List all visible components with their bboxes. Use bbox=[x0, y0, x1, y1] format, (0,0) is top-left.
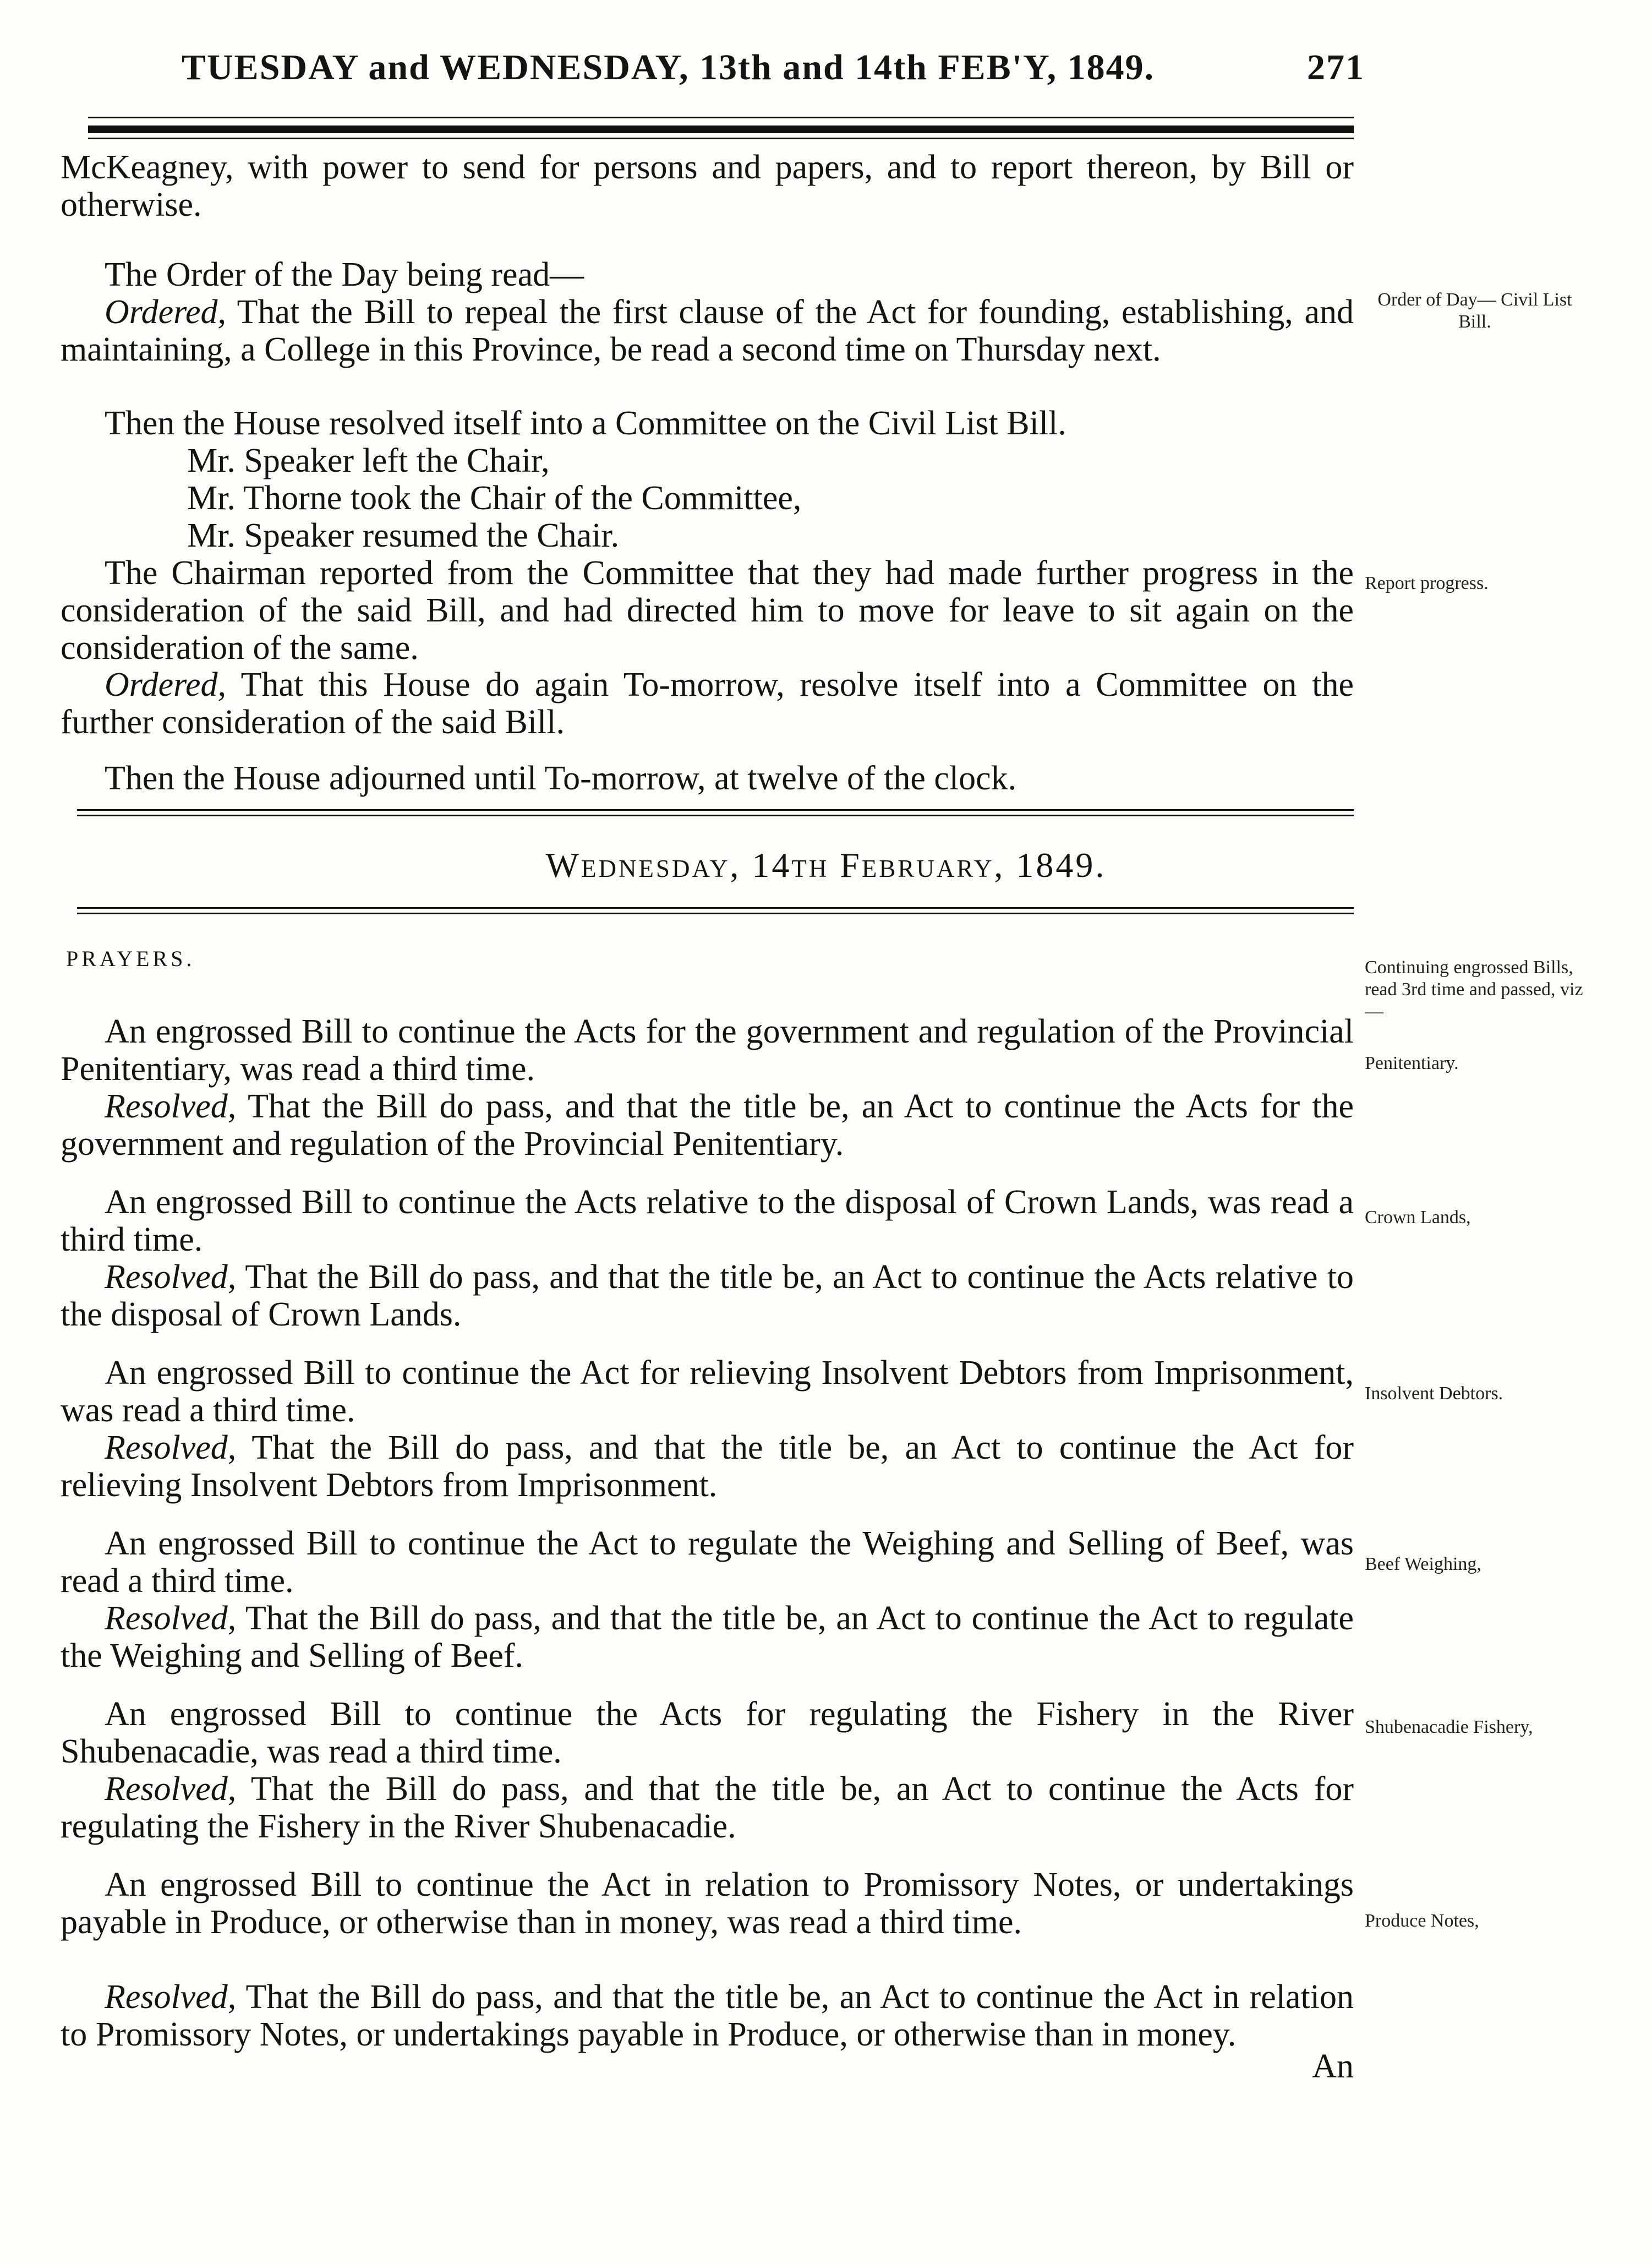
paragraph-adjourned: Then the House adjourned until To-morrow, at twelve of the clock. bbox=[105, 760, 1017, 797]
bill-resolved bbox=[61, 1770, 1354, 1845]
line-speaker-left: Mr. Speaker left the Chair, bbox=[187, 442, 550, 479]
resolved-text: That the Bill do pass, and that the title be, an Act to continue the Act to regulate the Weighing and Selling of Beef. bbox=[61, 1600, 1354, 1674]
bill-engrossed: An engrossed Bill to continue the Act to regulate the Weighing and Selling of Beef, was read a third time. bbox=[61, 1525, 1354, 1600]
resolved-text: That the Bill do pass, and that the title be, an Act to continue the Act in relation to Promissory Notes, or undertakings payable in Produce, or otherwise than in money. bbox=[61, 1978, 1354, 2053]
line-speaker-resumed: Mr. Speaker resumed the Chair. bbox=[187, 517, 620, 554]
bill-engrossed: An engrossed Bill to continue the Acts for regulating the Fishery in the River Shubenacadie, was read a third time. bbox=[61, 1695, 1354, 1770]
bill-resolved bbox=[61, 1429, 1354, 1504]
line-thorne-chair: Mr. Thorne took the Chair of the Committee, bbox=[187, 479, 802, 517]
bill-engrossed: An engrossed Bill to continue the Acts for the government and regulation of the Provincial Penitentiary, was read a third time. bbox=[61, 1013, 1354, 1088]
resolved-label: Resolved, bbox=[105, 1600, 237, 1637]
resolved-text: That the Bill do pass, and that the title be, an Act to continue the Acts relative to the disposal of Crown Lands. bbox=[61, 1258, 1354, 1333]
paragraph-chairman-reported: The Chairman reported from the Committee that they had made further progress in the consideration of the said Bill, and had directed him to move for leave to sit again on the consideration of the same. bbox=[61, 554, 1354, 667]
ordered-text: That the Bill to repeal the first clause of the Act for founding, establishing, and maintaining, a College in this Province, be read a second time on Thursday next. bbox=[61, 293, 1354, 368]
catchword: An bbox=[1312, 2048, 1354, 2085]
bill-engrossed: An engrossed Bill to continue the Acts relative to the disposal of Crown Lands, was read a third time. bbox=[61, 1183, 1354, 1258]
resolved-label: Resolved, bbox=[105, 1429, 237, 1466]
resolved-text: That the Bill do pass, and that the title be, an Act to continue the Acts for regulating the Fishery in the River Shubenacadie. bbox=[61, 1770, 1354, 1845]
margin-note-penitentiary: Penitentiary. bbox=[1365, 1053, 1459, 1073]
bill-resolved bbox=[61, 1088, 1354, 1163]
margin-note-crown-lands: Crown Lands, bbox=[1365, 1207, 1471, 1228]
prayers-heading: PRAYERS. bbox=[66, 946, 195, 971]
ordered-label: Ordered, bbox=[105, 293, 226, 331]
paragraph-committee-resolve: Then the House resolved itself into a Committee on the Civil List Bill. bbox=[105, 405, 1066, 442]
header-rule-top bbox=[88, 117, 1354, 118]
section-rule-bottom-2 bbox=[77, 913, 1354, 914]
ordered-text: That this House do again To-morrow, resolve itself into a Committee on the further consideration of the said Bill. bbox=[61, 666, 1354, 741]
resolved-text: That the Bill do pass, and that the title be, an Act to continue the Act for relieving Insolvent Debtors from Imprisonment. bbox=[61, 1429, 1354, 1504]
header-rule-bottom bbox=[88, 138, 1354, 139]
margin-note-report-progress: Report progress. bbox=[1365, 573, 1489, 593]
bill-engrossed: An engrossed Bill to continue the Act in relation to Promissory Notes, or undertakings payable in Produce, or otherwise than in money, was read a third time. bbox=[61, 1866, 1354, 1941]
running-head-title: TUESDAY and WEDNESDAY, 13th and 14th FEB'Y, 1849. bbox=[182, 47, 1155, 88]
resolved-label: Resolved, bbox=[105, 1088, 237, 1125]
section-heading: Wednesday, 14th February, 1849. bbox=[545, 845, 1107, 885]
paragraph-mckeagney: McKeagney, with power to send for persons and papers, and to report thereon, by Bill or otherwise. bbox=[61, 149, 1354, 223]
paragraph-ordered-again bbox=[61, 666, 1354, 741]
bill-resolved bbox=[61, 1978, 1354, 2053]
section-rule-bottom-1 bbox=[77, 907, 1354, 909]
margin-note-insolvent: Insolvent Debtors. bbox=[1365, 1383, 1503, 1404]
header-rule-thick bbox=[88, 126, 1354, 133]
paragraph-ordered-college bbox=[61, 293, 1354, 368]
paragraph-order-of-day: The Order of the Day being read— bbox=[105, 256, 584, 293]
page-number: 271 bbox=[1307, 47, 1365, 88]
margin-note-order-of-day: Order of Day— Civil List Bill. bbox=[1377, 290, 1572, 332]
resolved-label: Resolved, bbox=[105, 1978, 237, 2016]
ordered-label: Ordered, bbox=[105, 666, 226, 703]
bill-resolved bbox=[61, 1600, 1354, 1674]
margin-note-produce: Produce Notes, bbox=[1365, 1911, 1479, 1931]
bill-resolved bbox=[61, 1258, 1354, 1333]
running-head bbox=[182, 47, 1365, 89]
section-rule-top-2 bbox=[77, 815, 1354, 816]
margin-note-continuing: Continuing engrossed Bills, read 3rd time and passed, viz— bbox=[1365, 957, 1583, 1022]
bill-engrossed: An engrossed Bill to continue the Act for relieving Insolvent Debtors from Imprisonment, was read a third time. bbox=[61, 1354, 1354, 1429]
section-rule-top-1 bbox=[77, 809, 1354, 811]
margin-note-shubenacadie: Shubenacadie Fishery, bbox=[1365, 1717, 1533, 1737]
resolved-label: Resolved, bbox=[105, 1770, 237, 1808]
margin-note-beef: Beef Weighing, bbox=[1365, 1554, 1481, 1574]
resolved-label: Resolved, bbox=[105, 1258, 237, 1296]
resolved-text: That the Bill do pass, and that the title be, an Act to continue the Acts for the government and regulation of the Provincial Penitentiary. bbox=[61, 1088, 1354, 1163]
